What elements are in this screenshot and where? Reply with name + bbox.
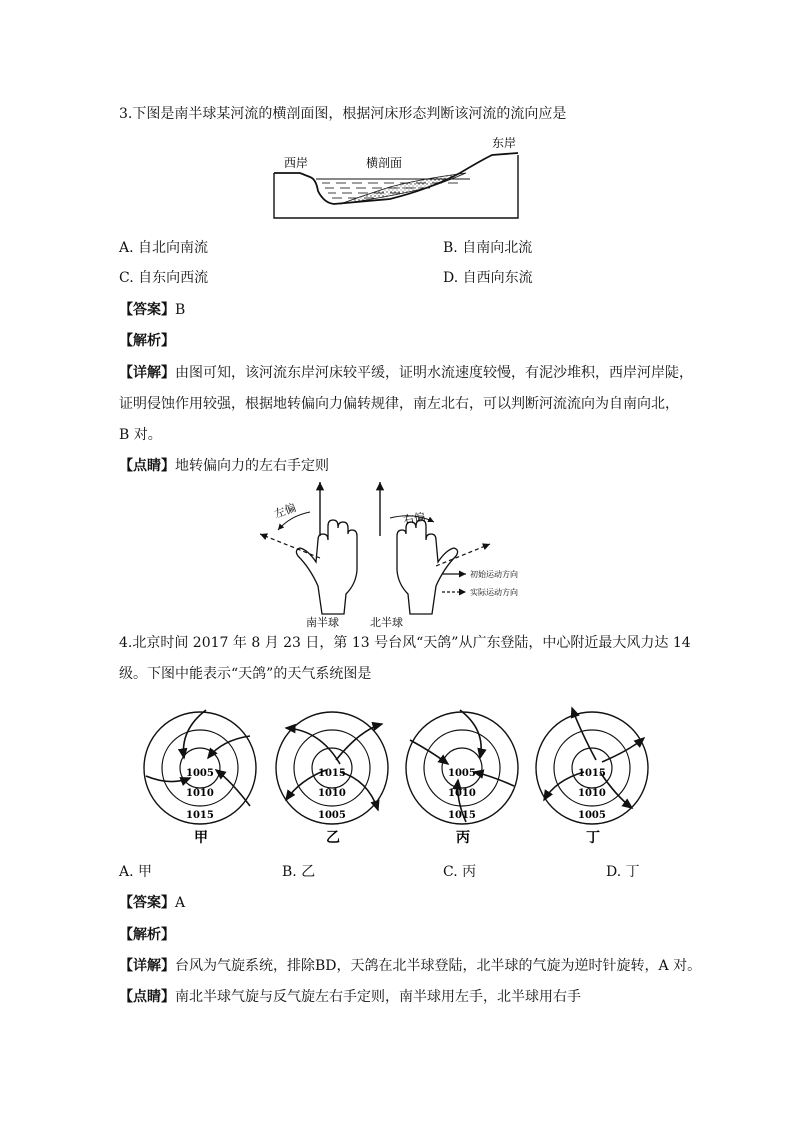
q3-analysis-heading: 【解析】 <box>119 333 175 349</box>
ding-label: 丁 <box>586 830 600 846</box>
river-cross-section-figure <box>270 135 522 223</box>
west-bank-label: 西岸 <box>284 156 309 170</box>
q4-option-d[interactable]: D. 丁 <box>606 864 640 880</box>
q4-stem-line-2: 级。下图中能表示“天鸽”的天气系统图是 <box>119 666 372 682</box>
sediment-deposit <box>340 173 466 204</box>
cross-section-label: 横剖面 <box>366 156 403 170</box>
jia-label: 甲 <box>194 830 208 846</box>
q4-analysis-heading: 【解析】 <box>119 927 175 943</box>
q3-option-c[interactable]: C. 自东向西流 <box>119 270 209 286</box>
diagram-bing <box>406 710 518 846</box>
weather-system-diagrams <box>140 700 680 850</box>
ding-isobar-middle: 1010 <box>578 788 606 799</box>
left-actual-arrow <box>260 534 320 558</box>
q3-detail-line-3: B 对。 <box>119 427 162 443</box>
left-hand-icon <box>296 520 357 614</box>
q3-answer: 【答案】B <box>119 302 186 318</box>
left-deflect-label: 左偏 <box>272 501 298 521</box>
diagram-ding <box>536 708 648 846</box>
yi-isobar-inner: 1015 <box>318 768 346 779</box>
east-bank-label: 东岸 <box>492 136 517 150</box>
q4-stem-line-1: 4.北京时间 2017 年 8 月 23 日，第 13 号台风“天鸽”从广东登陆，中心附近最大风力达 14 <box>119 635 691 651</box>
bing-isobar-middle: 1010 <box>448 788 476 799</box>
right-hand-icon <box>397 520 458 614</box>
q3-option-a[interactable]: A. 自北向南流 <box>119 240 209 256</box>
q4-answer: 【答案】A <box>119 895 186 911</box>
yi-isobar-outer: 1005 <box>318 810 346 821</box>
diagram-yi <box>276 712 388 846</box>
jia-isobar-inner: 1005 <box>186 768 214 779</box>
ding-isobar-inner: 1015 <box>578 768 606 779</box>
q3-option-b[interactable]: B. 自南向北流 <box>443 240 533 256</box>
bing-label: 丙 <box>456 830 470 846</box>
coriolis-hand-rule-figure <box>250 478 540 628</box>
q3-point: 【点睛】地转偏向力的左右手定则 <box>119 458 329 474</box>
ding-isobar-outer: 1005 <box>578 810 606 821</box>
yi-isobar-middle: 1010 <box>318 788 346 799</box>
q4-detail: 【详解】台风为气旋系统，排除BD，天鸽在北半球登陆，北半球的气旋为逆时针旋转，A 对。 <box>119 958 702 974</box>
q4-option-b[interactable]: B. 乙 <box>282 864 316 880</box>
bing-isobar-inner: 1005 <box>448 768 476 779</box>
q3-detail-line-1: 【详解】由图可知，该河流东岸河床较平缓，证明水流速度较慢，有泥沙堆积，西岸河岸陡， <box>119 365 693 381</box>
q4-option-c[interactable]: C. 丙 <box>443 864 477 880</box>
diagram-jia <box>144 710 256 846</box>
q4-point: 【点睛】南北半球气旋与反气旋左右手定则，南半球用左手，北半球用右手 <box>119 989 581 1005</box>
yi-label: 乙 <box>326 830 340 846</box>
south-hemisphere-label: 南半球 <box>306 616 339 628</box>
bing-isobar-outer: 1015 <box>448 810 476 821</box>
legend-initial-label: 初始运动方向 <box>470 570 518 579</box>
jia-isobar-middle: 1010 <box>186 788 214 799</box>
right-deflect-label: 右偏 <box>402 510 427 527</box>
q3-detail-line-2: 证明侵蚀作用较强，根据地转偏向力偏转规律，南左北右，可以判断河流流向为自南向北， <box>119 396 679 412</box>
north-hemisphere-label: 北半球 <box>370 616 403 628</box>
jia-isobar-outer: 1015 <box>186 810 214 821</box>
legend-actual-label: 实际运动方向 <box>470 588 518 597</box>
q3-option-d[interactable]: D. 自西向东流 <box>443 270 533 286</box>
q4-option-a[interactable]: A. 甲 <box>119 864 153 880</box>
q3-stem: 3.下图是南半球某河流的横剖面图，根据河床形态判断该河流的流向应是 <box>119 106 567 122</box>
